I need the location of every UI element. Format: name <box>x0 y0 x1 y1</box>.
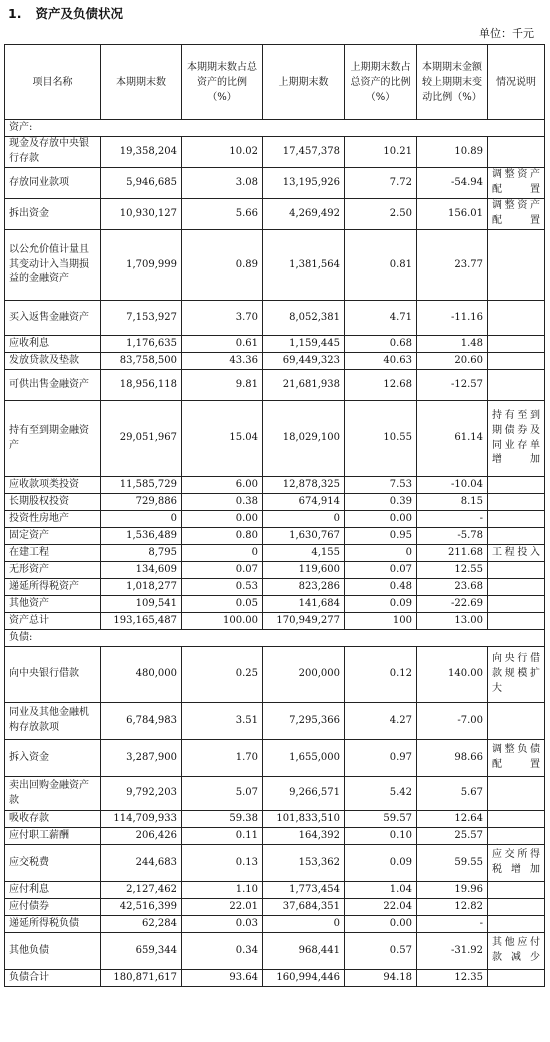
previous-pct-cell: 2.50 <box>345 199 417 230</box>
table-row <box>5 811 545 828</box>
item-name-cell: 资产总计 <box>5 613 101 630</box>
previous-value-cell: 968,441 <box>263 933 345 970</box>
previous-pct-cell: 40.63 <box>345 353 417 370</box>
item-name-cell: 同业及其他金融机构存放款项 <box>5 703 101 740</box>
previous-pct-cell: 22.04 <box>345 899 417 916</box>
note-cell <box>488 579 545 596</box>
change-pct-cell: 8.15 <box>417 494 488 511</box>
item-name-cell: 买入返售金融资产 <box>5 301 101 336</box>
item-name-cell: 发放贷款及垫款 <box>5 353 101 370</box>
table-row <box>5 596 545 613</box>
previous-value-cell: 17,457,378 <box>263 137 345 168</box>
previous-value-cell: 4,155 <box>263 545 345 562</box>
previous-value-cell: 119,600 <box>263 562 345 579</box>
current-pct-cell: 0.05 <box>182 596 263 613</box>
table-row <box>5 703 545 740</box>
note-cell <box>488 301 545 336</box>
header-current-pct: 本期期末数占总资产的比例（%） <box>182 45 263 120</box>
change-pct-cell: - <box>417 511 488 528</box>
note-cell <box>488 596 545 613</box>
change-pct-cell: 59.55 <box>417 845 488 882</box>
previous-pct-cell: 12.68 <box>345 370 417 401</box>
table-row <box>5 845 545 882</box>
previous-value-cell: 823,286 <box>263 579 345 596</box>
current-pct-cell: 0.80 <box>182 528 263 545</box>
current-value-cell: 18,956,118 <box>101 370 182 401</box>
table-row <box>5 777 545 811</box>
current-value-cell: 480,000 <box>101 647 182 703</box>
previous-value-cell: 153,362 <box>263 845 345 882</box>
note-cell: 调整资产配置 <box>488 168 545 199</box>
current-value-cell: 1,709,999 <box>101 230 182 301</box>
table-row <box>5 199 545 230</box>
previous-pct-cell: 100 <box>345 613 417 630</box>
change-pct-cell: 23.68 <box>417 579 488 596</box>
current-pct-cell: 0.38 <box>182 494 263 511</box>
previous-value-cell: 21,681,938 <box>263 370 345 401</box>
current-value-cell: 244,683 <box>101 845 182 882</box>
previous-pct-cell: 0.95 <box>345 528 417 545</box>
previous-pct-cell: 0.68 <box>345 336 417 353</box>
previous-value-cell: 1,655,000 <box>263 740 345 777</box>
note-cell <box>488 353 545 370</box>
change-pct-cell: 98.66 <box>417 740 488 777</box>
note-cell: 持有至到期债券及同业存单增加 <box>488 401 545 477</box>
item-name-cell: 应交税费 <box>5 845 101 882</box>
note-cell: 调整资产配置 <box>488 199 545 230</box>
note-cell <box>488 230 545 301</box>
section-title: 资产及负债状况 <box>35 6 123 21</box>
previous-pct-cell: 0.09 <box>345 845 417 882</box>
table-row <box>5 545 545 562</box>
change-pct-cell: 156.01 <box>417 199 488 230</box>
table-row <box>5 168 545 199</box>
change-pct-cell: -22.69 <box>417 596 488 613</box>
header-previous-pct: 上期期末数占总资产的比例（%） <box>345 45 417 120</box>
section-row <box>5 120 545 137</box>
change-pct-cell: 1.48 <box>417 336 488 353</box>
current-pct-cell: 5.07 <box>182 777 263 811</box>
previous-value-cell: 170,949,277 <box>263 613 345 630</box>
table-row <box>5 740 545 777</box>
current-pct-cell: 5.66 <box>182 199 263 230</box>
previous-pct-cell: 0.81 <box>345 230 417 301</box>
change-pct-cell: 61.14 <box>417 401 488 477</box>
previous-value-cell: 200,000 <box>263 647 345 703</box>
current-pct-cell: 22.01 <box>182 899 263 916</box>
change-pct-cell: 12.55 <box>417 562 488 579</box>
previous-value-cell: 7,295,366 <box>263 703 345 740</box>
previous-value-cell: 674,914 <box>263 494 345 511</box>
change-pct-cell: 13.00 <box>417 613 488 630</box>
note-cell <box>488 811 545 828</box>
current-pct-cell: 43.36 <box>182 353 263 370</box>
unit-label: 单位：千元 <box>479 27 534 40</box>
previous-value-cell: 1,773,454 <box>263 882 345 899</box>
change-pct-cell: 12.35 <box>417 970 488 987</box>
table-row <box>5 647 545 703</box>
note-cell <box>488 477 545 494</box>
change-pct-cell: -54.94 <box>417 168 488 199</box>
previous-value-cell: 164,392 <box>263 828 345 845</box>
previous-pct-cell: 0.48 <box>345 579 417 596</box>
change-pct-cell: 25.57 <box>417 828 488 845</box>
change-pct-cell: -7.00 <box>417 703 488 740</box>
current-value-cell: 659,344 <box>101 933 182 970</box>
current-value-cell: 83,758,500 <box>101 353 182 370</box>
section-number: 1. <box>8 6 22 21</box>
table-row <box>5 562 545 579</box>
current-pct-cell: 0.34 <box>182 933 263 970</box>
current-value-cell: 1,018,277 <box>101 579 182 596</box>
header-row <box>5 45 545 120</box>
item-name-cell: 其他负债 <box>5 933 101 970</box>
previous-value-cell: 69,449,323 <box>263 353 345 370</box>
current-value-cell: 206,426 <box>101 828 182 845</box>
current-value-cell: 114,709,933 <box>101 811 182 828</box>
item-name-cell: 应付职工薪酬 <box>5 828 101 845</box>
item-name-cell: 长期股权投资 <box>5 494 101 511</box>
item-name-cell: 其他资产 <box>5 596 101 613</box>
current-value-cell: 11,585,729 <box>101 477 182 494</box>
previous-value-cell: 4,269,492 <box>263 199 345 230</box>
previous-pct-cell: 0.09 <box>345 596 417 613</box>
current-pct-cell: 93.64 <box>182 970 263 987</box>
current-pct-cell: 9.81 <box>182 370 263 401</box>
table-row <box>5 494 545 511</box>
current-pct-cell: 0.61 <box>182 336 263 353</box>
current-value-cell: 1,176,635 <box>101 336 182 353</box>
current-value-cell: 134,609 <box>101 562 182 579</box>
item-name-cell: 应付利息 <box>5 882 101 899</box>
current-pct-cell: 3.70 <box>182 301 263 336</box>
table-row <box>5 970 545 987</box>
previous-pct-cell: 0.12 <box>345 647 417 703</box>
previous-value-cell: 1,159,445 <box>263 336 345 353</box>
header-previous: 上期期末数 <box>263 45 345 120</box>
current-pct-cell: 0.53 <box>182 579 263 596</box>
previous-value-cell: 0 <box>263 511 345 528</box>
note-cell <box>488 899 545 916</box>
previous-value-cell: 8,052,381 <box>263 301 345 336</box>
header-change: 本期期末金额较上期期末变动比例（%） <box>417 45 488 120</box>
previous-pct-cell: 10.55 <box>345 401 417 477</box>
current-pct-cell: 0.03 <box>182 916 263 933</box>
current-pct-cell: 10.02 <box>182 137 263 168</box>
item-name-cell: 固定资产 <box>5 528 101 545</box>
item-name-cell: 递延所得税资产 <box>5 579 101 596</box>
table-row <box>5 353 545 370</box>
previous-pct-cell: 0.57 <box>345 933 417 970</box>
current-pct-cell: 1.10 <box>182 882 263 899</box>
header-note: 情况说明 <box>488 45 545 120</box>
change-pct-cell: 12.82 <box>417 899 488 916</box>
change-pct-cell: -11.16 <box>417 301 488 336</box>
current-pct-cell: 0.89 <box>182 230 263 301</box>
previous-pct-cell: 0 <box>345 545 417 562</box>
change-pct-cell: 20.60 <box>417 353 488 370</box>
change-pct-cell: 12.64 <box>417 811 488 828</box>
note-cell <box>488 562 545 579</box>
note-cell <box>488 613 545 630</box>
note-cell <box>488 828 545 845</box>
previous-value-cell: 0 <box>263 916 345 933</box>
table-row <box>5 511 545 528</box>
current-value-cell: 6,784,983 <box>101 703 182 740</box>
current-pct-cell: 0.25 <box>182 647 263 703</box>
note-cell: 工程投入 <box>488 545 545 562</box>
current-pct-cell: 59.38 <box>182 811 263 828</box>
current-value-cell: 10,930,127 <box>101 199 182 230</box>
section-row <box>5 630 545 647</box>
previous-pct-cell: 0.10 <box>345 828 417 845</box>
previous-pct-cell: 7.53 <box>345 477 417 494</box>
note-cell: 其他应付款减少 <box>488 933 545 970</box>
item-name-cell: 无形资产 <box>5 562 101 579</box>
table-row <box>5 916 545 933</box>
current-pct-cell: 3.51 <box>182 703 263 740</box>
balance-table <box>4 44 545 987</box>
current-value-cell: 109,541 <box>101 596 182 613</box>
current-value-cell: 180,871,617 <box>101 970 182 987</box>
current-value-cell: 3,287,900 <box>101 740 182 777</box>
table-row <box>5 401 545 477</box>
table-row <box>5 528 545 545</box>
header-item: 项目名称 <box>5 45 101 120</box>
previous-pct-cell: 10.21 <box>345 137 417 168</box>
current-value-cell: 19,358,204 <box>101 137 182 168</box>
previous-pct-cell: 94.18 <box>345 970 417 987</box>
current-value-cell: 729,886 <box>101 494 182 511</box>
table-row <box>5 882 545 899</box>
change-pct-cell: 19.96 <box>417 882 488 899</box>
change-pct-cell: 23.77 <box>417 230 488 301</box>
note-cell <box>488 916 545 933</box>
current-pct-cell: 0.11 <box>182 828 263 845</box>
previous-value-cell: 37,684,351 <box>263 899 345 916</box>
previous-value-cell: 1,630,767 <box>263 528 345 545</box>
header-current: 本期期末数 <box>101 45 182 120</box>
note-cell <box>488 777 545 811</box>
current-pct-cell: 0.13 <box>182 845 263 882</box>
table-row <box>5 370 545 401</box>
previous-value-cell: 101,833,510 <box>263 811 345 828</box>
current-pct-cell: 1.70 <box>182 740 263 777</box>
change-pct-cell: - <box>417 916 488 933</box>
previous-pct-cell: 7.72 <box>345 168 417 199</box>
change-pct-cell: 5.67 <box>417 777 488 811</box>
note-cell <box>488 511 545 528</box>
item-name-cell: 卖出回购金融资产款 <box>5 777 101 811</box>
note-cell <box>488 703 545 740</box>
note-cell <box>488 494 545 511</box>
current-pct-cell: 0 <box>182 545 263 562</box>
item-name-cell: 拆出资金 <box>5 199 101 230</box>
previous-value-cell: 160,994,446 <box>263 970 345 987</box>
current-value-cell: 42,516,399 <box>101 899 182 916</box>
item-name-cell: 向中央银行借款 <box>5 647 101 703</box>
note-cell: 应交所得税增加 <box>488 845 545 882</box>
change-pct-cell: 211.68 <box>417 545 488 562</box>
current-value-cell: 62,284 <box>101 916 182 933</box>
current-value-cell: 9,792,203 <box>101 777 182 811</box>
item-name-cell: 以公允价值计量且其变动计入当期损益的金融资产 <box>5 230 101 301</box>
item-name-cell: 吸收存款 <box>5 811 101 828</box>
table-row <box>5 230 545 301</box>
previous-value-cell: 9,266,571 <box>263 777 345 811</box>
item-name-cell: 应收款项类投资 <box>5 477 101 494</box>
item-name-cell: 投资性房地产 <box>5 511 101 528</box>
previous-value-cell: 13,195,926 <box>263 168 345 199</box>
previous-value-cell: 18,029,100 <box>263 401 345 477</box>
item-name-cell: 递延所得税负债 <box>5 916 101 933</box>
section-label: 负债: <box>5 630 545 647</box>
item-name-cell: 应付债券 <box>5 899 101 916</box>
previous-value-cell: 141,684 <box>263 596 345 613</box>
previous-pct-cell: 1.04 <box>345 882 417 899</box>
current-value-cell: 1,536,489 <box>101 528 182 545</box>
item-name-cell: 拆入资金 <box>5 740 101 777</box>
previous-pct-cell: 0.07 <box>345 562 417 579</box>
current-value-cell: 7,153,927 <box>101 301 182 336</box>
previous-value-cell: 12,878,325 <box>263 477 345 494</box>
table-row <box>5 301 545 336</box>
section-label: 资产: <box>5 120 545 137</box>
previous-pct-cell: 0.39 <box>345 494 417 511</box>
table-row <box>5 579 545 596</box>
note-cell: 调整负债配置 <box>488 740 545 777</box>
table-row <box>5 613 545 630</box>
change-pct-cell: 140.00 <box>417 647 488 703</box>
item-name-cell: 应收利息 <box>5 336 101 353</box>
item-name-cell: 负债合计 <box>5 970 101 987</box>
current-pct-cell: 15.04 <box>182 401 263 477</box>
current-pct-cell: 6.00 <box>182 477 263 494</box>
change-pct-cell: 10.89 <box>417 137 488 168</box>
item-name-cell: 持有至到期金融资产 <box>5 401 101 477</box>
note-cell <box>488 882 545 899</box>
current-value-cell: 193,165,487 <box>101 613 182 630</box>
change-pct-cell: -5.78 <box>417 528 488 545</box>
table-row <box>5 477 545 494</box>
note-cell: 向央行借款规模扩大 <box>488 647 545 703</box>
item-name-cell: 存放同业款项 <box>5 168 101 199</box>
change-pct-cell: -10.04 <box>417 477 488 494</box>
note-cell <box>488 370 545 401</box>
note-cell <box>488 970 545 987</box>
note-cell <box>488 137 545 168</box>
table-row <box>5 137 545 168</box>
change-pct-cell: -12.57 <box>417 370 488 401</box>
section-heading <box>8 4 123 22</box>
previous-pct-cell: 0.00 <box>345 511 417 528</box>
item-name-cell: 在建工程 <box>5 545 101 562</box>
previous-pct-cell: 0.97 <box>345 740 417 777</box>
table-row <box>5 899 545 916</box>
current-value-cell: 2,127,462 <box>101 882 182 899</box>
previous-pct-cell: 4.27 <box>345 703 417 740</box>
table-row <box>5 336 545 353</box>
note-cell <box>488 336 545 353</box>
current-pct-cell: 0.07 <box>182 562 263 579</box>
item-name-cell: 可供出售金融资产 <box>5 370 101 401</box>
note-cell <box>488 528 545 545</box>
current-pct-cell: 0.00 <box>182 511 263 528</box>
previous-pct-cell: 5.42 <box>345 777 417 811</box>
current-value-cell: 29,051,967 <box>101 401 182 477</box>
item-name-cell: 现金及存放中央银行存款 <box>5 137 101 168</box>
current-value-cell: 0 <box>101 511 182 528</box>
current-value-cell: 8,795 <box>101 545 182 562</box>
previous-pct-cell: 59.57 <box>345 811 417 828</box>
previous-pct-cell: 0.00 <box>345 916 417 933</box>
previous-pct-cell: 4.71 <box>345 301 417 336</box>
change-pct-cell: -31.92 <box>417 933 488 970</box>
table-row <box>5 828 545 845</box>
table-row <box>5 933 545 970</box>
previous-value-cell: 1,381,564 <box>263 230 345 301</box>
current-pct-cell: 3.08 <box>182 168 263 199</box>
current-pct-cell: 100.00 <box>182 613 263 630</box>
current-value-cell: 5,946,685 <box>101 168 182 199</box>
